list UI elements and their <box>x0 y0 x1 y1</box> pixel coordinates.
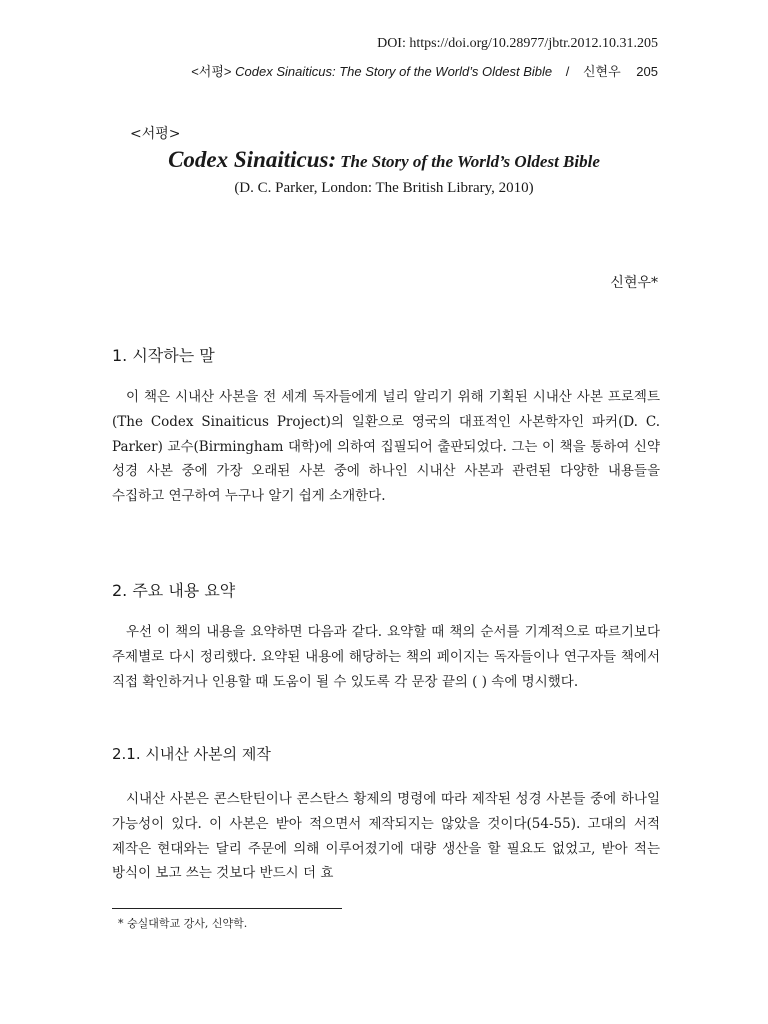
book-title <box>0 147 768 173</box>
doi-line: DOI: https://doi.org/10.28977/jbtr.2012.10.31.205 <box>377 36 658 51</box>
running-label: <서평> <box>191 64 232 79</box>
section-2-paragraph: 우선 이 책의 내용을 요약하면 다음과 같다. 요약할 때 책의 순서를 기계적으로 따르기보다 주제별로 다시 정리했다. 요약된 내용에 해당하는 책의 페이지는 독자들이나 연구자들 책에서 직접 확인하거나 인용할 때 도움이 될 수 있도록 각 문장 끝의 ( ) 속에 명시했다. <box>112 624 660 690</box>
running-separator: / <box>565 64 570 79</box>
section-1-heading: 1. 시작하는 말 <box>112 346 215 365</box>
book-title-sub: The Story of the World’s Oldest Bible <box>340 152 600 171</box>
running-author: 신현우 <box>582 64 621 79</box>
footnote-rule <box>112 908 342 909</box>
review-label: <서평> <box>130 126 181 142</box>
footnote: * 숭실대학교 강사, 신약학. <box>118 917 248 930</box>
section-2-1-paragraph: 시내산 사본은 콘스탄틴이나 콘스탄스 황제의 명령에 따라 제작된 성경 사본들 중에 하나일 가능성이 있다. 이 사본은 받아 적으면서 제작되지는 않았을 것이다(54-55). 고대의 서적 제작은 현대와는 달리 주문에 의해 이루어졌기에 대량 생산을 할 필요도 없었고, 받아 적는 방식이 보고 쓰는 것보다 반드시 더 효 <box>112 791 660 882</box>
book-title-main: Codex Sinaiticus: <box>168 147 337 172</box>
section-2-heading: 2. 주요 내용 요약 <box>112 581 236 600</box>
running-header <box>191 61 658 80</box>
section-1-paragraph: 이 책은 시내산 사본을 전 세계 독자들에게 널리 알리기 위해 기획된 시내산 사본 프로젝트(The Codex Sinaiticus Project)의 일환으로 영국의 대표적인 사본학자인 파커(D. C. Parker) 교수(Birmingham 대학)에 의하여 집필되어 출판되었다. 그는 이 책을 통하여 신약 성경 사본 중에 가장 오래된 사본 중에 하나인 시내산 사본과 관련된 다양한 내용들을 수집하고 연구하여 누구나 알기 쉽게 소개한다. <box>112 389 660 505</box>
book-info: (D. C. Parker, London: The British Library, 2010) <box>234 180 534 196</box>
section-2-1-heading: 2.1. 시내산 사본의 제작 <box>112 745 271 763</box>
review-author: 신현우* <box>610 275 658 291</box>
running-title: Codex Sinaiticus: The Story of the World’s Oldest Bible <box>235 64 553 79</box>
page-number: 205 <box>636 64 658 79</box>
